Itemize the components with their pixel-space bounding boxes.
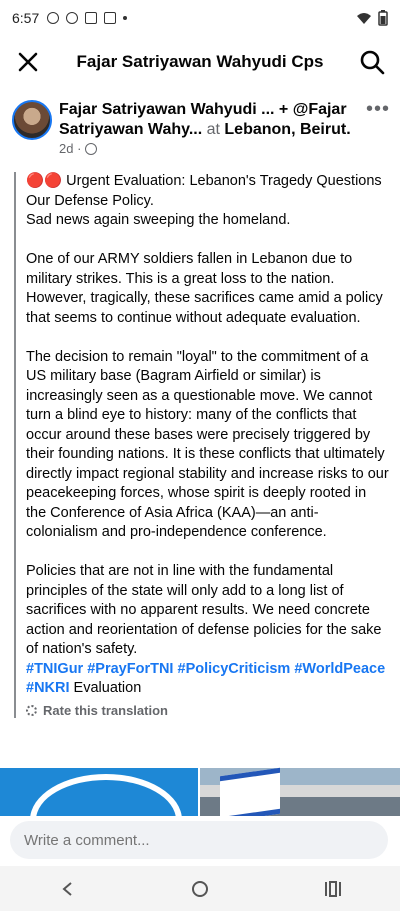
status-notification-icons	[47, 12, 127, 24]
translated-post-body	[14, 172, 390, 718]
microphone-icon	[104, 12, 116, 24]
post-paragraph-2: One of our ARMY soldiers fallen in Lebanon due to military strikes. This is a great loss to the nation. However, tragically, these sacrifices came amid a policy that seems to continue without adequate evaluation.	[26, 251, 383, 326]
close-icon[interactable]	[14, 48, 42, 76]
un-emblem-image[interactable]	[0, 768, 198, 816]
hashtag-worldpeace[interactable]: #WorldPeace	[294, 660, 386, 677]
more-options-icon[interactable]: •••	[365, 98, 390, 120]
location-link[interactable]: Lebanon, Beirut.	[224, 121, 351, 138]
recents-icon[interactable]	[313, 874, 353, 904]
facebook-app-icon	[85, 12, 97, 24]
notification-icon	[47, 12, 59, 24]
post-media[interactable]	[0, 768, 400, 816]
system-nav-bar	[0, 866, 400, 911]
flag-photo-image[interactable]	[200, 768, 400, 816]
post-paragraph-4: Policies that are not in line with the fundamental principles of the state will only add to a long list of sacrifices with no apparent results. We need concrete action and reorientation of defense policies for the sake of nation's safety. #TNIGur #PrayForTNI #PolicyCriticism #WorldPeace #NKRI Evaluation	[26, 563, 386, 696]
author-line-1[interactable]	[59, 100, 364, 120]
wifi-icon	[356, 11, 372, 25]
page-title: Fajar Satriyawan Wahyudi Cps	[76, 52, 324, 71]
tagged-name: Satriyawan Wahy...	[59, 121, 203, 138]
status-time: 6:57	[12, 10, 40, 26]
search-icon[interactable]	[358, 48, 386, 76]
hashtag-tnigur[interactable]: #TNIGur	[26, 660, 84, 677]
post-paragraph-3: The decision to remain "loyal" to the commitment of a US military base (Bagram Airfield or similar) is increasingly seen as a questionable move. We cannot turn a blind eye to history: many of the conflicts that occur around these bases were precisely triggered by their founding nations. It is these conflicts that ultimately directly impact regional stability and increase risks to our peacekeeping forces, whose spirit is deeply rooted in the Conference of Asia Africa (KAA)—an anti-colonialism and pro-independence conference.	[26, 348, 389, 540]
post-time: 2d ·	[59, 141, 82, 156]
hashtag-prayfortni[interactable]: #PrayForTNI	[87, 660, 174, 677]
more-notifications-dot-icon	[123, 16, 127, 20]
author-avatar[interactable]	[12, 100, 52, 140]
back-icon[interactable]	[47, 874, 87, 904]
home-icon[interactable]	[180, 874, 220, 904]
battery-icon	[378, 10, 388, 26]
comment-bar	[0, 816, 400, 866]
comment-input[interactable]	[10, 821, 388, 859]
info-icon	[66, 12, 78, 24]
app-bar	[0, 40, 400, 84]
hashtag-nkri[interactable]: #NKRI	[26, 680, 70, 696]
tagged-with: + @Fajar	[278, 101, 347, 118]
post-meta	[59, 141, 97, 156]
status-bar	[0, 0, 400, 36]
author-line-2[interactable]	[59, 120, 364, 140]
hashtag-policycriticism[interactable]: #PolicyCriticism	[177, 660, 291, 677]
globe-icon	[85, 143, 97, 155]
red-flag-emoji: 🔴🔴	[26, 173, 63, 189]
rate-translation-button[interactable]: Rate this translation	[26, 703, 390, 718]
post-paragraph-1: 🔴🔴 Urgent Evaluation: Lebanon's Tragedy Questions Our Defense Policy. Sad news again sweeping the homeland.	[26, 173, 382, 228]
hashtag-suffix: Evaluation	[73, 680, 142, 696]
author-name: Fajar Satriyawan Wahyudi ...	[59, 101, 275, 118]
post-header	[0, 96, 400, 160]
at-label: at	[206, 121, 220, 138]
gear-icon	[26, 705, 37, 716]
